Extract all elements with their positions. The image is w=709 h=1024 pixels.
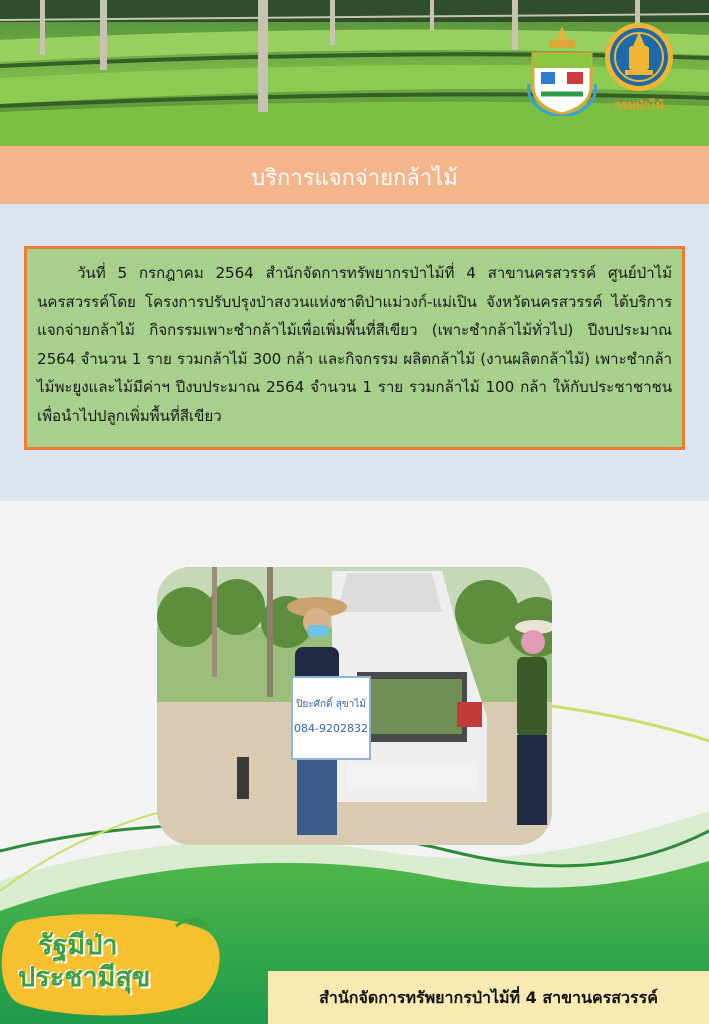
sign-name-text: ปิยะศักดิ์ สุขาไม้ bbox=[296, 699, 366, 710]
name-sign bbox=[292, 677, 370, 759]
forest-department-logo bbox=[603, 20, 675, 120]
provincial-emblem-logo bbox=[527, 24, 597, 116]
page-title: บริการแจกจ่ายกล้าไม้ bbox=[251, 166, 458, 191]
article-text-box bbox=[24, 246, 685, 450]
footer-bar bbox=[268, 971, 709, 1024]
seedling-distribution-photo bbox=[157, 567, 552, 845]
sign-phone-text: 084-9202832 bbox=[294, 722, 368, 735]
title-bar bbox=[0, 146, 709, 204]
article-body: วันที่ 5 กรกฎาคม 2564 สำนักจัดการทรัพยากรป่าไม้ที่ 4 สาขานครสวรรค์ ศูนย์ป่าไม้นครสวรรค์โดย โครงการปรับปรุงป่าสงวนแห่งชาติป่าแม่วงก์-แม่เปิน จังหวัดนครสวรรค์ ได้บริการแจกจ่ายกล้าไม้ กิจกรรมเพาะชำกล้าไม้เพื่อเพิ่มพื้นที่สีเขียว (เพาะชำกล้าไม้ทั่วไป) ปีงบประมาณ 2564 จำนวน 1 ราย รวมกล้าไม้ 300 กล้า และกิจกรรม ผลิตกล้าไม้ (งานผลิตกล้าไม้) เพาะชำกล้าไม้พะยูงและไม้มีค่าฯ ปีงบประมาณ 2564 จำนวน 1 ราย รวมกล้าไม้ 100 กล้า ให้กับประชาชาชนเพื่อนำไปปลูกเพิ่มพื้นที่สีเขียว bbox=[37, 264, 672, 425]
forest-department-logo-text: กรมป่าไม้ bbox=[614, 98, 664, 112]
slogan-line-2: ประชามีสุข bbox=[18, 962, 151, 993]
footer-office-name: สำนักจัดการทรัพยากรป่าไม้ที่ 4 สาขานครสวรรค์ bbox=[319, 988, 658, 1007]
slogan-line-1: รัฐมีป่า bbox=[38, 930, 118, 961]
